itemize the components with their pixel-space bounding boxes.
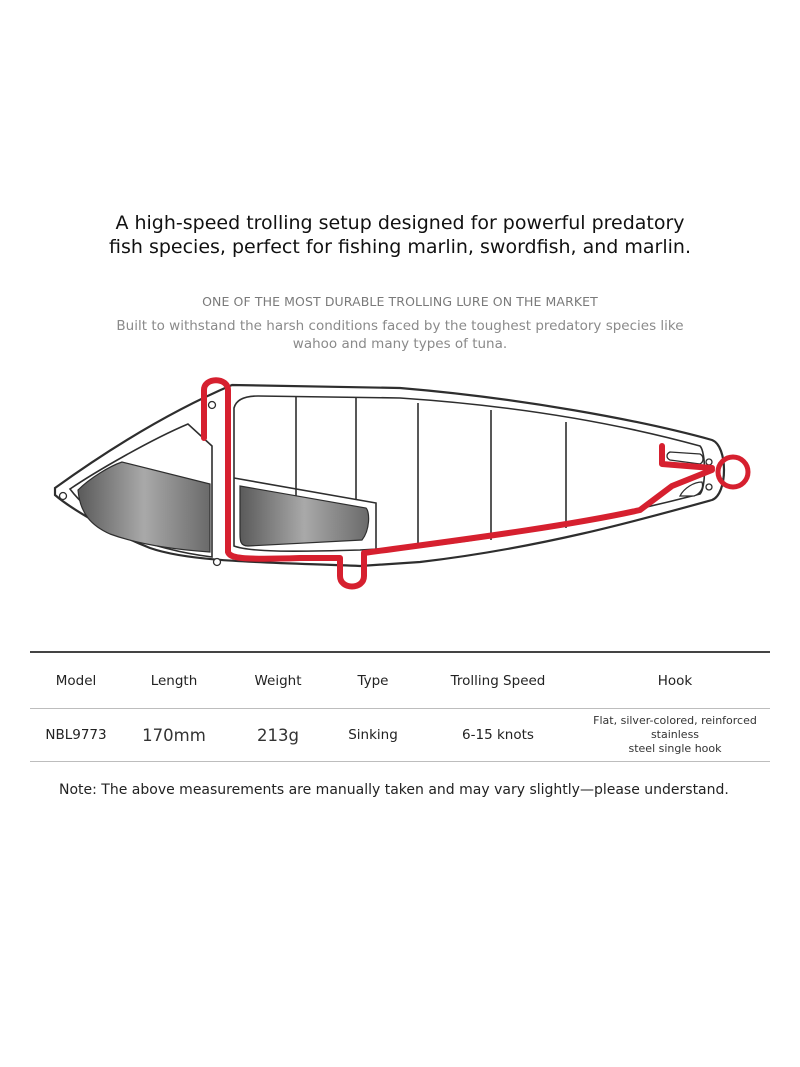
headline-line-1: A high-speed trolling setup designed for powerful predatory — [115, 212, 685, 234]
header-length: Length — [122, 652, 226, 709]
spec-table — [30, 651, 770, 762]
headline — [0, 211, 800, 259]
header-weight: Weight — [226, 652, 330, 709]
cell-hook-line-2: steel single hook — [628, 742, 722, 755]
measurement-note: Note: The above measurements are manually taken and may vary slightly—please understand. — [59, 782, 729, 798]
hole-tail-2 — [706, 484, 712, 490]
hole-bottom-left — [214, 559, 221, 566]
cell-model: NBL9773 — [45, 727, 107, 743]
spec-header-row — [30, 652, 770, 709]
header-speed: Trolling Speed — [416, 652, 580, 709]
description-line-1: Built to withstand the harsh conditions faced by the toughest predatory species like — [116, 318, 684, 334]
hole-top-left — [209, 402, 216, 409]
description-line-2: wahoo and many types of tuna. — [292, 336, 508, 352]
hole-nose — [60, 493, 67, 500]
cell-type: Sinking — [348, 727, 398, 743]
lure-diagram — [40, 370, 760, 600]
headline-line-2: fish species, perfect for fishing marlin, swordfish, and marlin. — [109, 236, 691, 258]
cell-speed: 6-15 knots — [462, 727, 534, 743]
table-row — [30, 709, 770, 762]
header-hook: Hook — [580, 652, 770, 709]
cell-hook — [580, 709, 770, 762]
hole-tail-1 — [706, 459, 712, 465]
cell-weight: 213g — [257, 725, 299, 745]
description — [0, 317, 800, 353]
cell-hook-line-1: Flat, silver-colored, reinforced stainless — [593, 714, 757, 741]
header-type: Type — [330, 652, 416, 709]
cell-length: 170mm — [142, 725, 206, 745]
subheadline: ONE OF THE MOST DURABLE TROLLING LURE ON THE MARKET — [202, 294, 598, 309]
header-model: Model — [30, 652, 122, 709]
